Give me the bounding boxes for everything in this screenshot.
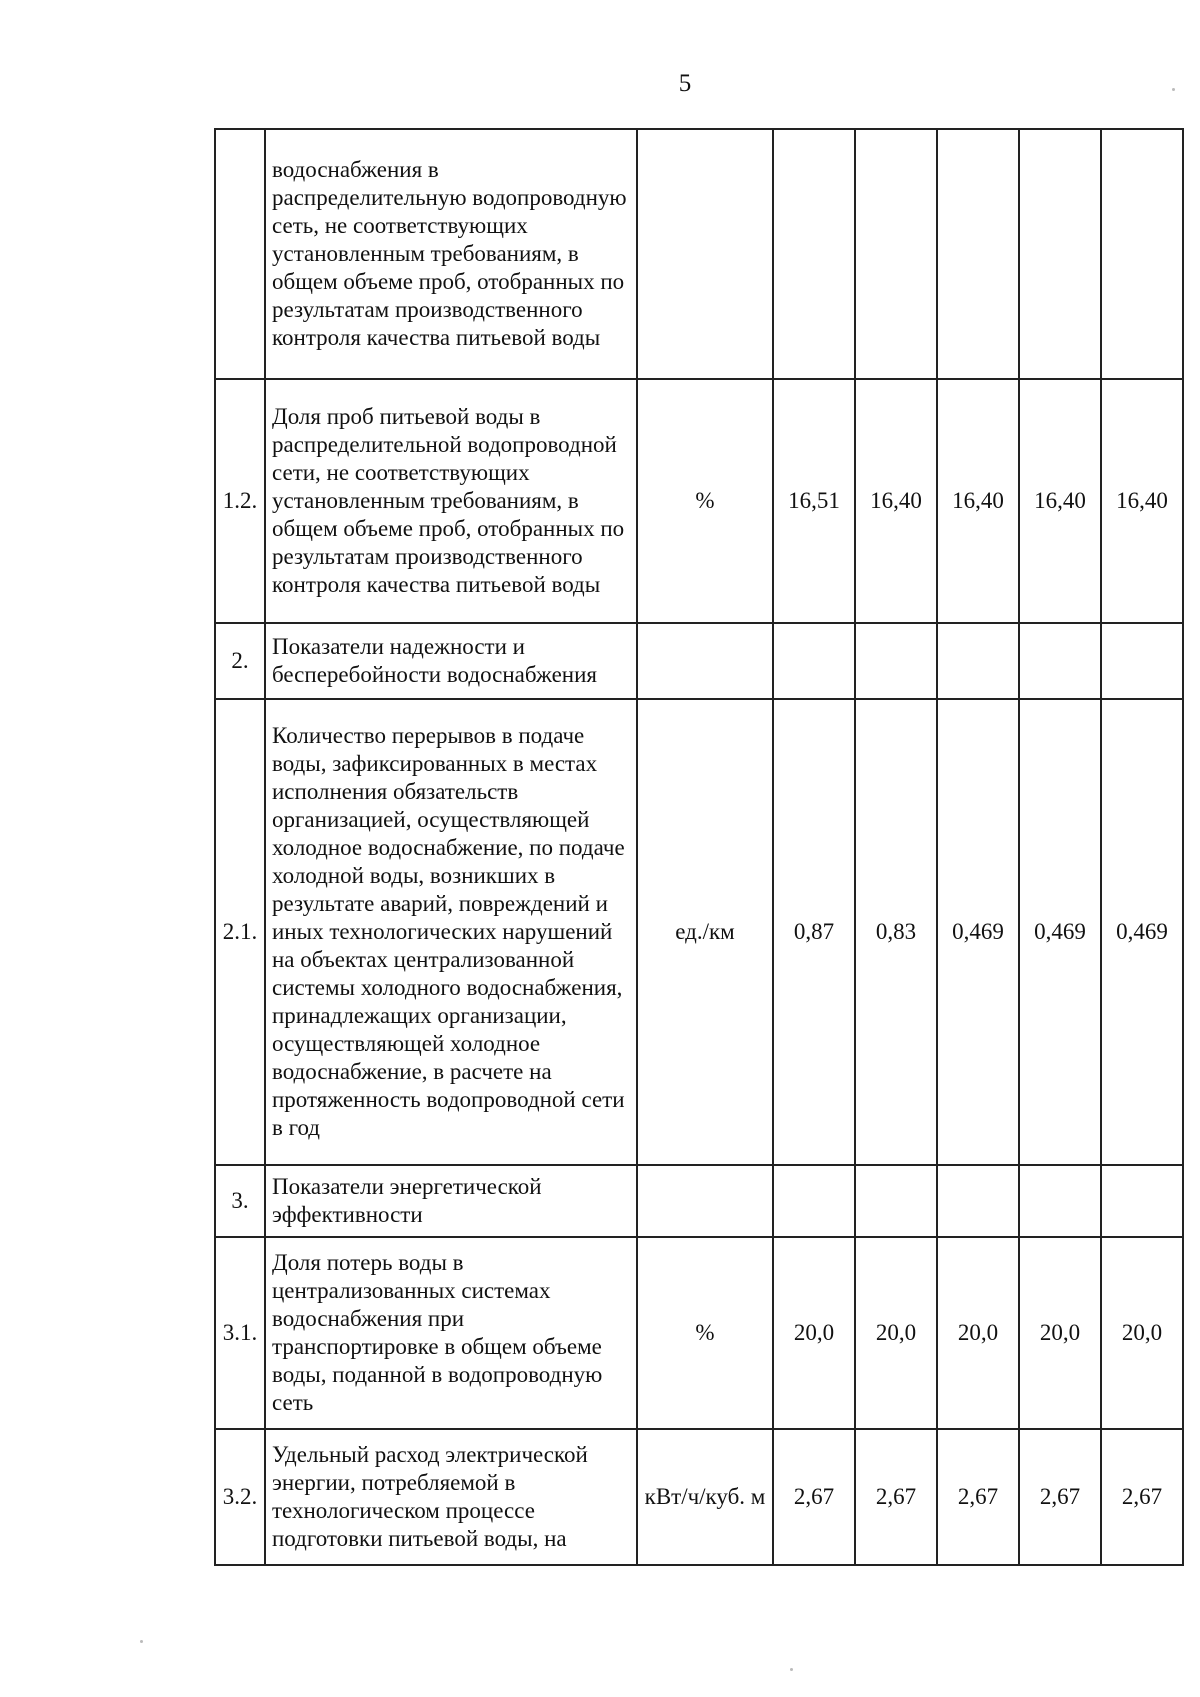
value-cell: 16,40 [855, 379, 937, 623]
value-cell: 0,469 [1101, 699, 1183, 1165]
value-cell [773, 129, 855, 379]
table-row [215, 129, 1183, 379]
row-number: 2.1. [215, 699, 265, 1165]
value-cell [1019, 1165, 1101, 1237]
unit-cell: кВт/ч/куб. м [637, 1429, 773, 1565]
value-cell [937, 1165, 1019, 1237]
value-cell: 20,0 [937, 1237, 1019, 1429]
indicator-name: Доля проб питьевой воды в распределительной водопроводной сети, не соответствующих установленным требованиям, в общем объеме проб, отобранных по результатам производственного контроля качества питьевой воды [265, 379, 637, 623]
row-number: 3.2. [215, 1429, 265, 1565]
value-cell: 0,83 [855, 699, 937, 1165]
scan-speck [1172, 88, 1175, 91]
row-number: 2. [215, 623, 265, 699]
table-row [215, 1165, 1183, 1237]
value-cell: 0,469 [1019, 699, 1101, 1165]
value-cell: 20,0 [1019, 1237, 1101, 1429]
row-number: 1.2. [215, 379, 265, 623]
value-cell [1101, 623, 1183, 699]
value-cell: 20,0 [773, 1237, 855, 1429]
value-cell: 2,67 [773, 1429, 855, 1565]
value-cell: 20,0 [855, 1237, 937, 1429]
value-cell: 0,87 [773, 699, 855, 1165]
indicator-name: Показатели энергетической эффективности [265, 1165, 637, 1237]
table-row [215, 379, 1183, 623]
value-cell [773, 1165, 855, 1237]
table-row [215, 1237, 1183, 1429]
table-row [215, 699, 1183, 1165]
indicator-name: Показатели надежности и бесперебойности водоснабжения [265, 623, 637, 699]
value-cell [855, 1165, 937, 1237]
scan-speck [790, 1668, 793, 1671]
value-cell [1101, 129, 1183, 379]
value-cell [1019, 623, 1101, 699]
unit-cell [637, 1165, 773, 1237]
unit-cell: % [637, 1237, 773, 1429]
value-cell: 2,67 [937, 1429, 1019, 1565]
value-cell: 16,51 [773, 379, 855, 623]
value-cell: 20,0 [1101, 1237, 1183, 1429]
value-cell: 0,469 [937, 699, 1019, 1165]
page-number: 5 [678, 70, 692, 97]
row-number: 3.1. [215, 1237, 265, 1429]
unit-cell: % [637, 379, 773, 623]
value-cell [937, 129, 1019, 379]
indicator-name: Удельный расход электрической энергии, потребляемой в технологическом процессе подготовки питьевой воды, на [265, 1429, 637, 1565]
value-cell [855, 623, 937, 699]
value-cell: 16,40 [937, 379, 1019, 623]
value-cell: 2,67 [855, 1429, 937, 1565]
value-cell: 2,67 [1019, 1429, 1101, 1565]
unit-cell [637, 623, 773, 699]
table-row [215, 623, 1183, 699]
indicator-name: Доля потерь воды в централизованных системах водоснабжения при транспортировке в общем объеме воды, поданной в водопроводную сеть [265, 1237, 637, 1429]
table-row [215, 1429, 1183, 1565]
unit-cell: ед./км [637, 699, 773, 1165]
value-cell [855, 129, 937, 379]
indicators-table [214, 128, 1184, 1566]
row-number: 3. [215, 1165, 265, 1237]
indicator-name: водоснабжения в распределительную водопроводную сеть, не соответствующих установленным требованиям, в общем объеме проб, отобранных по результатам производственного контроля качества питьевой воды [265, 129, 637, 379]
row-number [215, 129, 265, 379]
value-cell [937, 623, 1019, 699]
value-cell: 16,40 [1101, 379, 1183, 623]
value-cell [773, 623, 855, 699]
value-cell: 16,40 [1019, 379, 1101, 623]
indicator-name: Количество перерывов в подаче воды, зафиксированных в местах исполнения обязательств организацией, осуществляющей холодное водоснабжение, по подаче холодной воды, возникших в результате аварий, повреждений и иных технологических нарушений на объектах централизованной системы холодного водоснабжения, принадлежащих организации, осуществляющей холодное водоснабжение, в расчете на протяженность водопроводной сети в год [265, 699, 637, 1165]
value-cell: 2,67 [1101, 1429, 1183, 1565]
scan-speck [140, 1640, 143, 1643]
value-cell [1101, 1165, 1183, 1237]
unit-cell [637, 129, 773, 379]
value-cell [1019, 129, 1101, 379]
